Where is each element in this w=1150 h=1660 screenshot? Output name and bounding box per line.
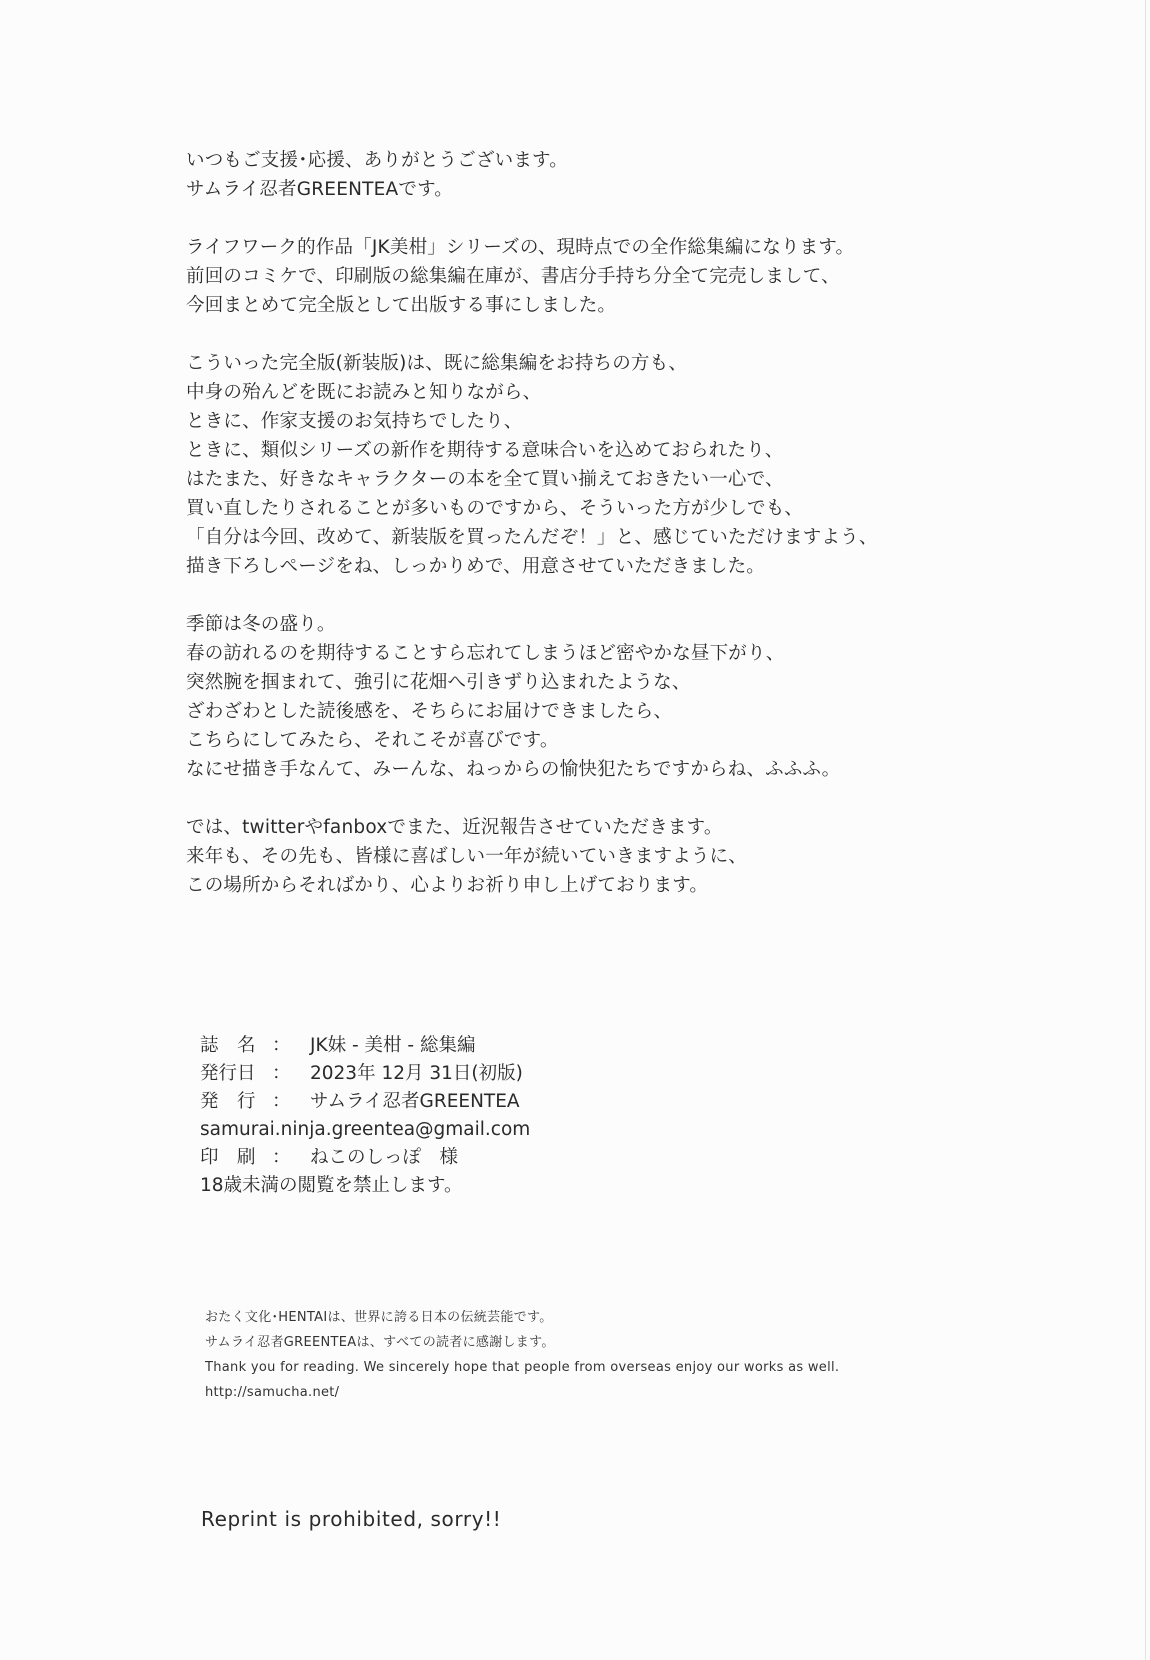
colophon-email-row — [200, 1116, 900, 1144]
colophon-separator: ： — [272, 1035, 291, 1056]
page-edge-divider — [1145, 0, 1146, 1660]
age-restriction-notice: 18歳未満の閲覧を禁止します。 — [200, 1175, 463, 1196]
footer-note-url: http://samucha.net/ — [205, 1385, 340, 1400]
afterword-line: では、twitterやfanboxでまた、近況報告させていただきます。 — [186, 817, 723, 838]
colophon — [200, 1032, 900, 1200]
afterword-paragraph-1 — [186, 146, 1086, 204]
afterword-line: はたまた、好きなキャラクターの本を全て買い揃えておきたい一心で、 — [186, 469, 784, 490]
afterword-line: ざわざわとした読後感を、そちらにお届けできましたら、 — [186, 701, 673, 722]
colophon-separator: ： — [272, 1091, 291, 1112]
afterword-line: いつもご支援･応援、ありがとうございます。 — [186, 150, 568, 171]
afterword-line: 突然腕を掴まれて、強引に花畑へ引きずり込まれたような、 — [186, 672, 691, 693]
afterword-line: 来年も、その先も、皆様に喜ばしい一年が続いていきますように、 — [186, 846, 748, 867]
afterword-line: 季節は冬の盛り。 — [186, 614, 336, 635]
colophon-printer-row — [200, 1144, 900, 1172]
colophon-publisher-value: サムライ忍者GREENTEA — [310, 1091, 520, 1112]
afterword-line: 前回のコミケで、印刷版の総集編在庫が、書店分手持ち分全て完売しまして、 — [186, 266, 840, 287]
colophon-age-notice-row — [200, 1172, 900, 1200]
afterword-line: 描き下ろしページをね、しっかりめで、用意させていただきました。 — [186, 556, 765, 577]
colophon-date-value: 2023年 12月 31日(初版) — [310, 1063, 523, 1084]
footer-note-line: サムライ忍者GREENTEAは、すべての読者に感謝します。 — [205, 1335, 555, 1350]
colophon-separator: ： — [272, 1063, 291, 1084]
footer-note-line: おたく文化･HENTAIは、世界に誇る日本の伝統芸能です。 — [205, 1310, 553, 1325]
afterword-paragraph-3 — [186, 349, 1086, 581]
colophon-printer-label: 印 刷 — [200, 1147, 256, 1168]
afterword-line: ときに、作家支援のお気持ちでしたり、 — [186, 411, 523, 432]
afterword-section — [186, 146, 1086, 929]
afterword-line: 中身の殆んどを既にお読みと知りながら、 — [186, 382, 542, 403]
footer-note — [205, 1305, 1105, 1405]
afterword-line: ときに、類似シリーズの新作を期待する意味合いを込めておられたり、 — [186, 440, 784, 461]
colophon-publisher-label: 発 行 — [200, 1091, 256, 1112]
afterword-paragraph-2 — [186, 233, 1086, 320]
afterword-paragraph-4 — [186, 610, 1086, 784]
afterword-line: こちらにしてみたら、それこそが喜びです。 — [186, 730, 559, 751]
afterword-line: 春の訪れるのを期待することすら忘れてしまうほど密やかな昼下がり、 — [186, 643, 785, 664]
colophon-date-row — [200, 1060, 900, 1088]
footer-note-line: Thank you for reading. We sincerely hope that people from overseas enjoy our works as well. — [205, 1360, 840, 1375]
afterword-line: ライフワーク的作品「JK美柑」シリーズの、現時点での全作総集編になります。 — [186, 237, 855, 258]
afterword-line: 今回まとめて完全版として出版する事にしました。 — [186, 295, 617, 316]
colophon-date-label: 発行日 — [200, 1063, 256, 1084]
colophon-separator: ： — [272, 1147, 291, 1168]
afterword-paragraph-5 — [186, 813, 1086, 900]
colophon-email: samurai.ninja.greentea@gmail.com — [200, 1119, 531, 1140]
afterword-line: 買い直したりされることが多いものですから、そういった方が少しでも、 — [186, 498, 804, 519]
reprint-notice: Reprint is prohibited, sorry!! — [201, 1507, 502, 1531]
colophon-printer-value: ねこのしっぽ 様 — [310, 1147, 459, 1168]
afterword-line: 「自分は今回、改めて、新装版を買ったんだぞ！」と、感じていただけますよう、 — [186, 527, 878, 548]
colophon-title-row — [200, 1032, 900, 1060]
colophon-title-value: JK妹 - 美柑 - 総集編 — [310, 1035, 476, 1056]
afterword-line: この場所からそればかり、心よりお祈り申し上げております。 — [186, 875, 709, 896]
afterword-line: サムライ忍者GREENTEAです。 — [186, 179, 453, 200]
colophon-publisher-row — [200, 1088, 900, 1116]
colophon-title-label: 誌 名 — [200, 1035, 256, 1056]
afterword-line: こういった完全版(新装版)は、既に総集編をお持ちの方も、 — [186, 353, 688, 374]
afterword-line: なにせ描き手なんて、みーんな、ねっからの愉快犯たちですからね、ふふふ。 — [186, 759, 841, 780]
